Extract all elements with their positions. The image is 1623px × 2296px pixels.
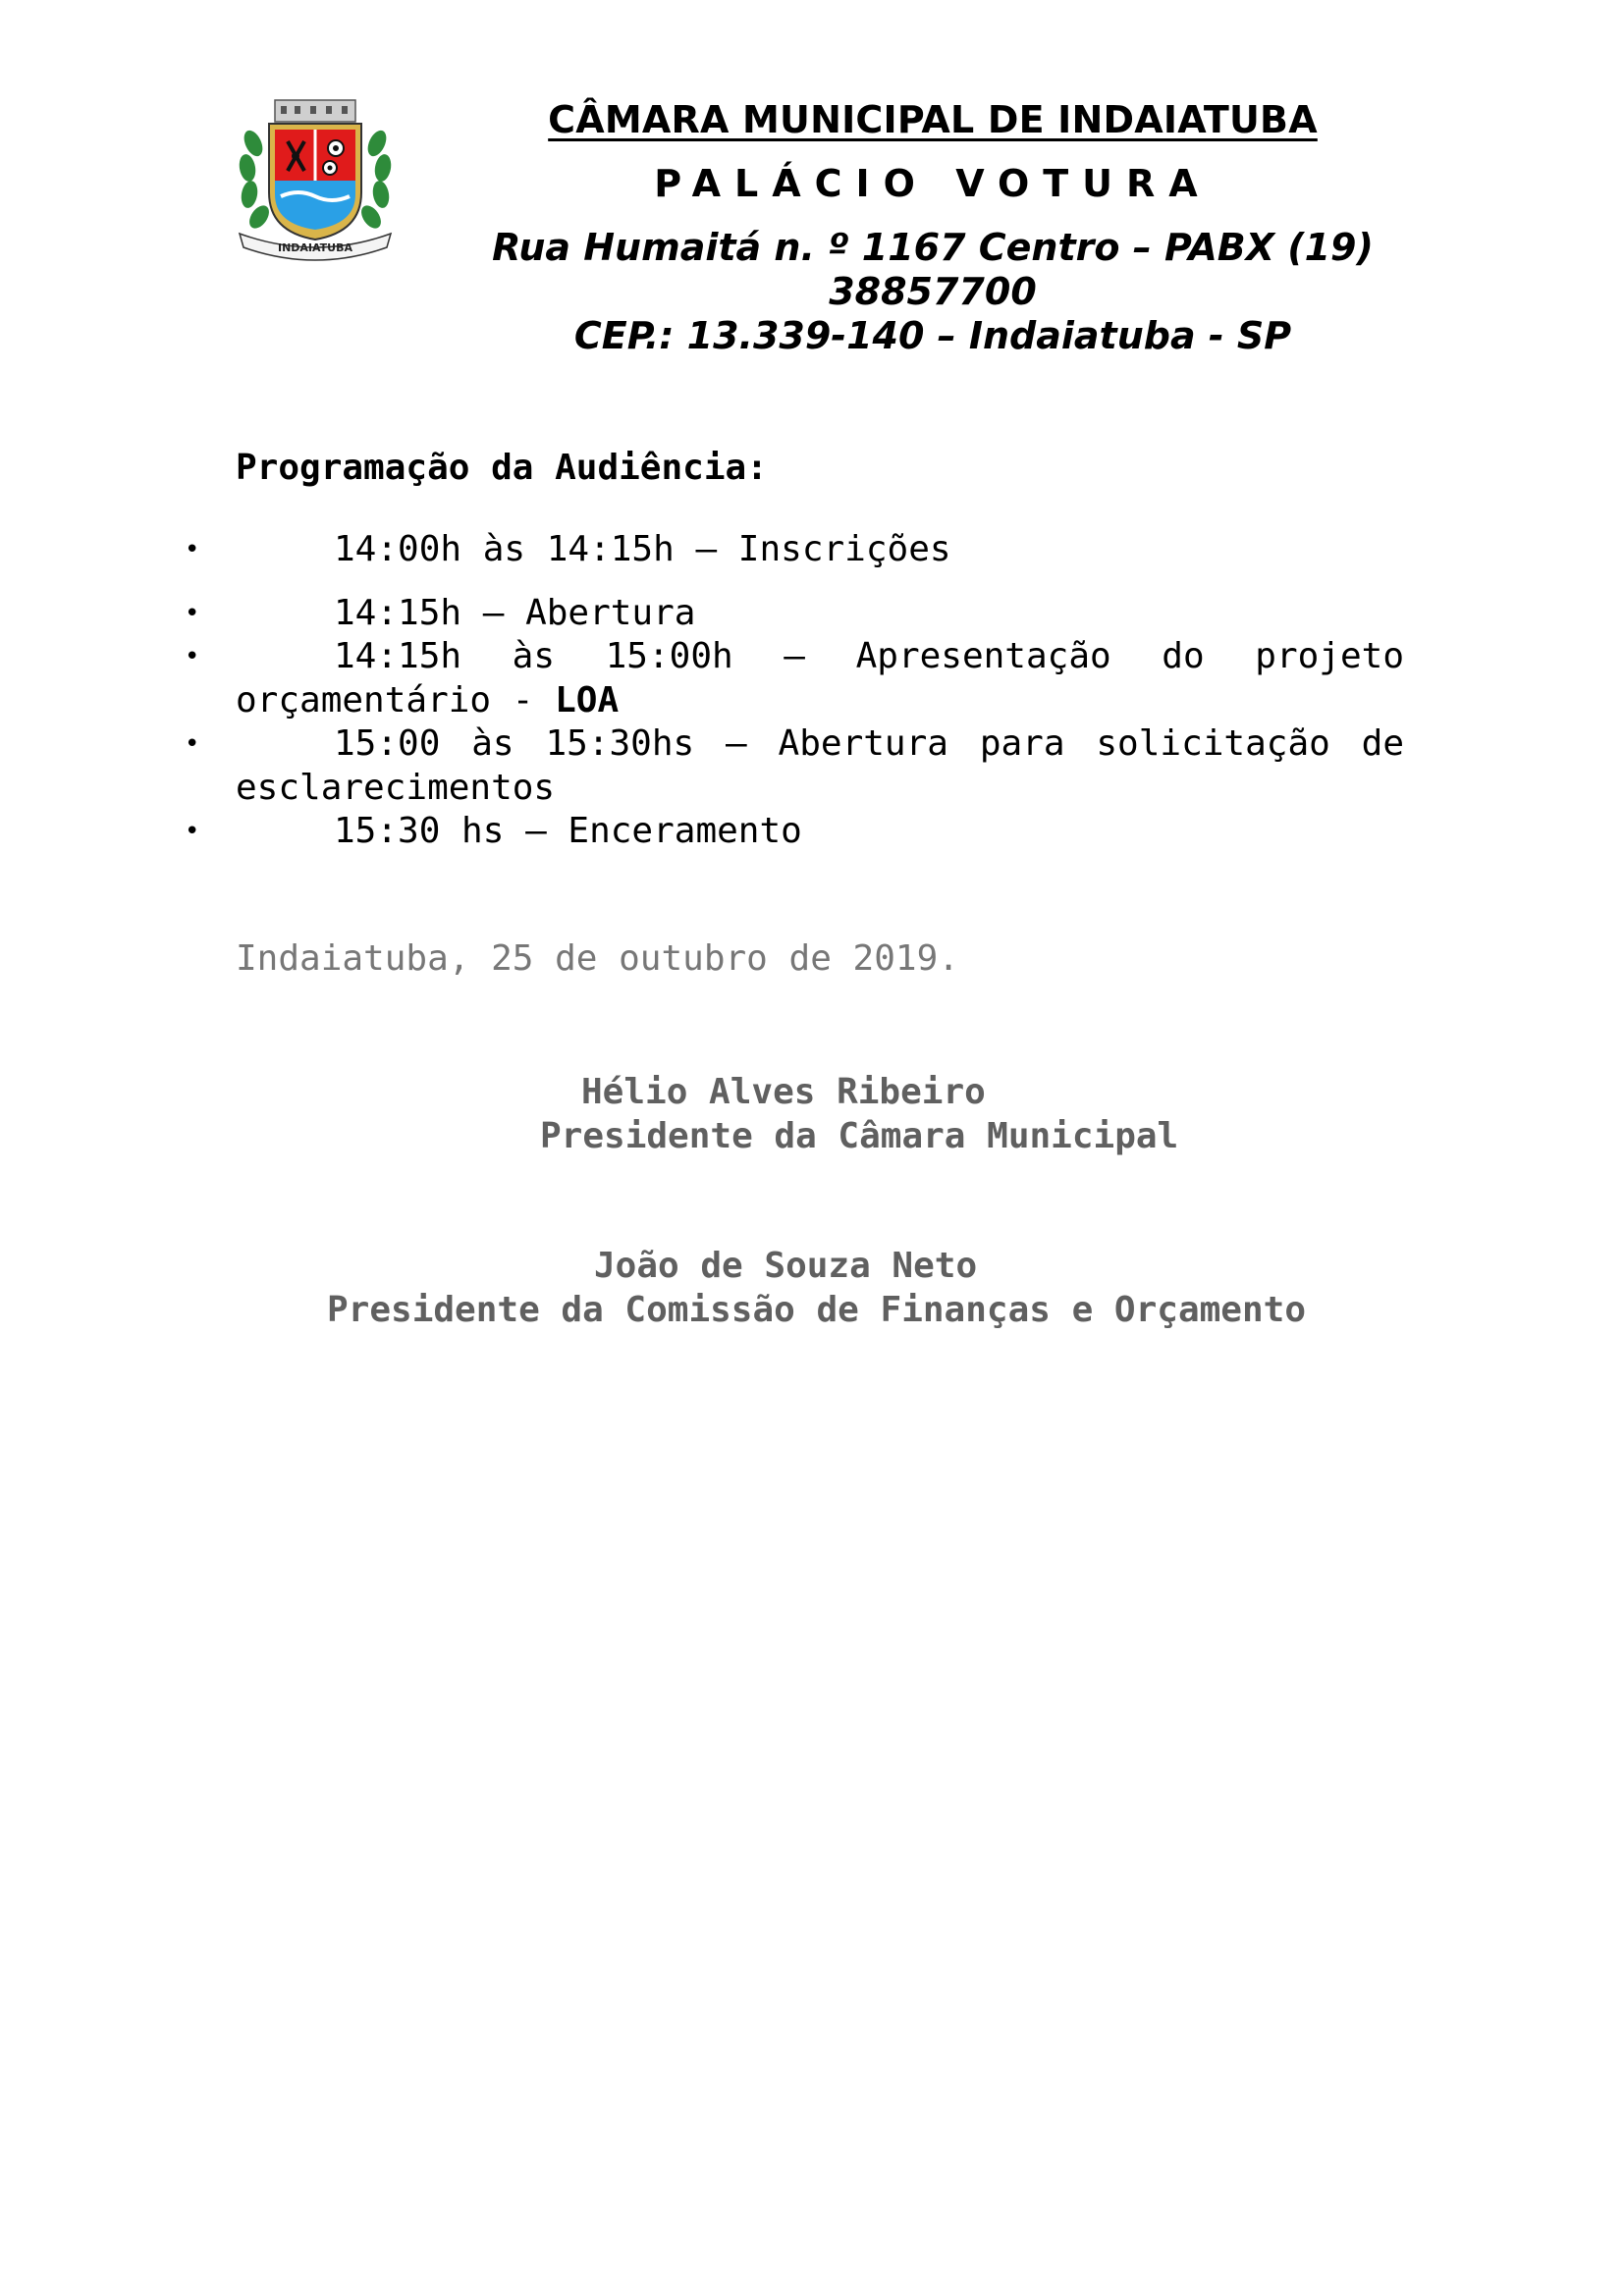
signature-role-1: Presidente da Câmara Municipal [540, 1116, 1179, 1156]
list-item-text: 15:00 às 15:30hs – Abertura para solicitação de esclarecimentos [236, 723, 1404, 808]
bullet-icon: • [185, 642, 200, 671]
address-line-1: Rua Humaitá n. º 1167 Centro – PABX (19) 38857700 [492, 226, 1374, 313]
loa-label: LOA [555, 679, 620, 721]
bullet-icon: • [185, 598, 200, 628]
list-item [185, 722, 1404, 810]
list-item [185, 810, 1404, 854]
list-item-text: 14:00h às 14:15h – Inscrições [334, 529, 951, 569]
signature-name-1: Hélio Alves Ribeiro [581, 1072, 986, 1112]
bullet-icon: • [185, 535, 200, 564]
program-title: Programação da Audiência: [236, 448, 768, 488]
bullet-icon: • [185, 817, 200, 846]
institution-name: CÂMARA MUNICIPAL DE INDAIATUBA [548, 98, 1318, 141]
list-item-text: 15:30 hs – Enceramento [334, 811, 802, 851]
list-item-text: 14:15h às 15:00h – Apresentação do projeto orçamentário - [236, 636, 1404, 721]
signature-name-2: João de Souza Neto [594, 1246, 978, 1286]
bullet-icon: • [185, 729, 200, 759]
crest-ribbon-text: INDAIATUBA [277, 241, 353, 254]
coat-of-arms-logo [234, 94, 397, 261]
palace-name: PALÁCIO VOTURA [654, 162, 1212, 205]
date-line: Indaiatuba, 25 de outubro de 2019. [236, 938, 959, 979]
list-item [185, 528, 1404, 572]
list-item-text: 14:15h – Abertura [334, 592, 696, 633]
signature-role-2: Presidente da Comissão de Finanças e Orçamento [327, 1290, 1306, 1330]
list-item [185, 592, 1404, 636]
schedule-list [185, 528, 1404, 854]
letterhead [452, 90, 1414, 358]
list-item [185, 635, 1404, 722]
address-line-2: CEP.: 13.339-140 – Indaiatuba - SP [573, 314, 1292, 357]
